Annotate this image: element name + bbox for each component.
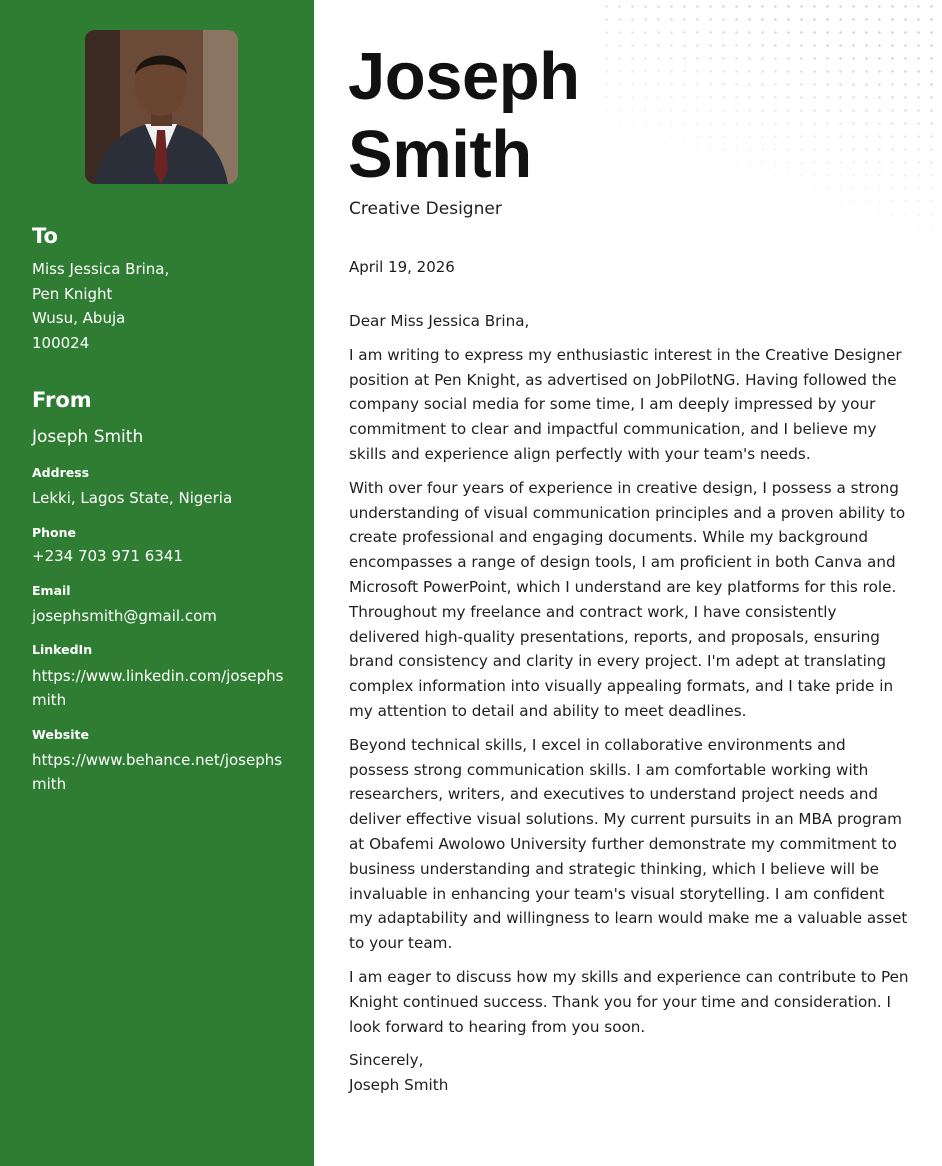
email-label: Email [32,583,71,598]
phone-label: Phone [32,525,77,540]
address-value: Lekki, Lagos State, Nigeria [32,489,233,507]
salutation: Dear Miss Jessica Brina, [349,312,530,330]
applicant-name [348,38,580,194]
website-link[interactable]: https://www.behance.net/josephsmith [32,751,283,793]
recipient-postcode: 100024 [32,334,90,352]
linkedin-link[interactable]: https://www.linkedin.com/josephsmith [32,667,284,709]
to-heading: To [32,224,58,248]
last-name: Smith [348,117,532,192]
paragraph-experience: With over four years of experience in creative design, I possess a strong understanding of visual communication principles and a proven ability to create professional and engaging documents. While my background encompasses a range of design tools, I am proficient in both Canva and Microsoft PowerPoint, which I understand are key platforms for this role. Throughout my freelance and contract work, I have consistently delivered high-quality presentations, reports, and proposals, ensuring brand consistency and clarity in every project. I'm adept at translating complex information into visually appealing formats, and I take pride in my attention to detail and ability to meet deadlines. [349,478,906,720]
signature: Joseph Smith [349,1076,449,1095]
sidebar [0,0,314,1166]
recipient-name: Miss Jessica Brina, [32,260,170,278]
letter-body [349,309,909,1098]
email-link[interactable]: josephsmith@gmail.com [32,607,217,625]
sender-name: Joseph Smith [32,427,144,447]
dot-pattern-decoration [600,0,942,230]
linkedin-label: LinkedIn [32,642,93,657]
website-label: Website [32,727,89,742]
letter-date: April 19, 2026 [349,258,455,276]
first-name: Joseph [348,39,580,114]
paragraph-skills: Beyond technical skills, I excel in collaborative environments and possess strong communication skills. I am comfortable working with researchers, writers, and executives to understand project needs and deliver effective visual solutions. My current pursuits in an MBA program at Obafemi Awolowo University further demonstrate my commitment to business understanding and strategic thinking, which I believe will be invaluable in enhancing your team's visual storytelling. I am confident my adaptability and willingness to learn would make me a valuable asset to your team. [349,735,908,953]
recipient-city: Wusu, Abuja [32,309,126,327]
paragraph-closing: I am eager to discuss how my skills and experience can contribute to Pen Knight continued success. Thank you for your time and consideration. I look forward to hearing from you soon. [349,967,909,1036]
paragraph-intro: I am writing to express my enthusiastic interest in the Creative Designer position at Pen Knight, as advertised on JobPilotNG. Having followed the company social media for some time, I am deeply impressed by your commitment to clear and impactful communication, and I believe my skills and experience align perfectly with your team's needs. [349,345,902,463]
recipient-company: Pen Knight [32,285,113,303]
job-title: Creative Designer [349,199,502,219]
sign-off: Sincerely, [349,1051,424,1070]
phone-value: +234 703 971 6341 [32,547,183,565]
from-heading: From [32,388,92,412]
profile-photo [85,30,238,184]
address-label: Address [32,465,90,480]
